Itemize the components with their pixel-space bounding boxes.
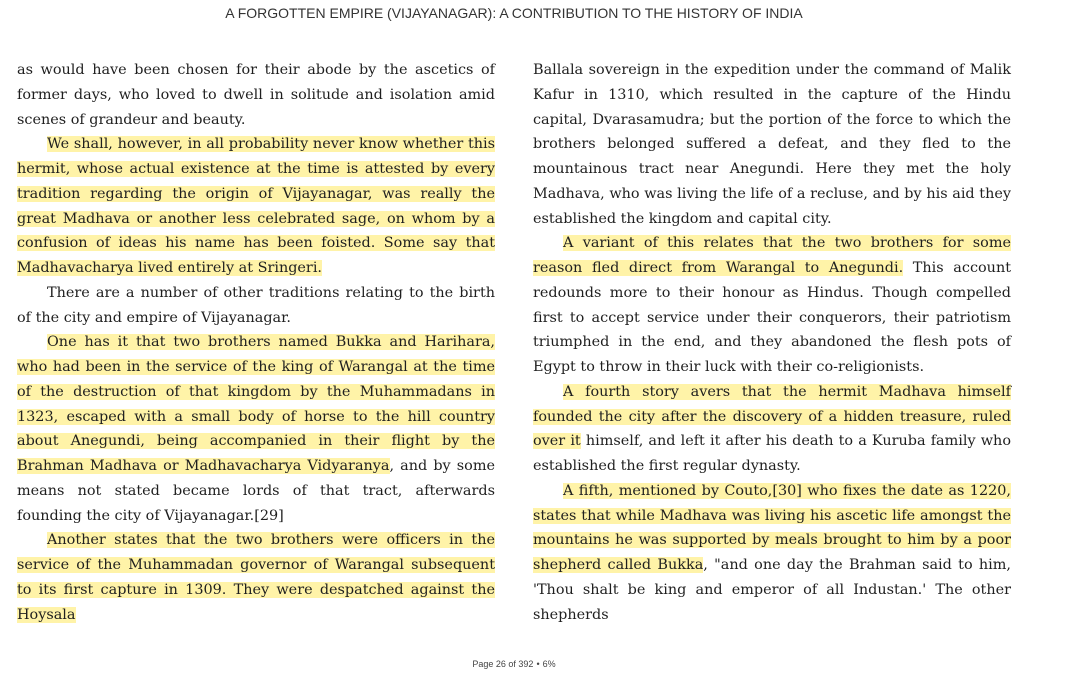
paragraph: [533, 479, 1011, 628]
paragraph: [17, 528, 495, 627]
paragraph-text: , and by some means not stated became lords of that tract, afterwards founding the city of Vijayanagar.[29]: [17, 458, 495, 524]
paragraph: [17, 132, 495, 281]
highlight[interactable]: A variant of this relates that the two brothers for some reason fled direct from Warangal to Anegundi.: [533, 235, 1011, 276]
paragraph: as would have been chosen for their abode by the ascetics of former days, who loved to dwell in solitude and isolation amid scenes of grandeur and beauty.: [17, 62, 495, 128]
highlight[interactable]: A fifth, mentioned by Couto,[30] who fixes the date as 1220, states that while Madhava was living his ascetic life amongst the mountains he was supported by meals brought to him by a poor shepherd called Bukka: [533, 482, 1011, 573]
paragraph: Ballala sovereign in the expedition under the command of Malik Kafur in 1310, which resulted in the capture of the Hindu capital, Dvarasamudra; but the portion of the force to which the brothers belonged suffered a defeat, and they fled to the mountainous tract near Anegundi. Here they met the holy Madhava, who was living the life of a recluse, and by his aid they established the kingdom and capital city.: [533, 62, 1011, 227]
highlight[interactable]: One has it that two brothers named Bukka and Harihara, who had been in the service of the king of Warangal at the time of the destruction of that kingdom by the Muhammadans in 1323, escaped with a small body of horse to the hill country about Anegundi, being accompanied in their flight by the Brahman Madhava or Madhavacharya Vidyaranya: [17, 334, 495, 474]
highlight[interactable]: A fourth story avers that the hermit Madhava himself founded the city after the discovery of a hidden treasure, ruled over it: [533, 383, 1011, 450]
paragraph-text: This account redounds more to their honour as Hindus. Though compelled first to accept service under their conquerors, their patriotism triumphed in the end, and they abandoned the flesh pots of Egypt to throw in their luck with their co-religionists.: [533, 260, 1011, 375]
book-title-header: A FORGOTTEN EMPIRE (VIJAYANAGAR): A CONTRIBUTION TO THE HISTORY OF INDIA: [225, 5, 803, 21]
paragraph: [533, 380, 1011, 479]
reading-progress: 6%: [542, 659, 556, 669]
paragraph-text: himself, and left it after his death to a Kuruba family who established the first regular dynasty.: [533, 433, 1011, 474]
right-text-column: [533, 58, 1011, 627]
highlight[interactable]: We shall, however, in all probability never know whether this hermit, whose actual existence at the time is attested by every tradition regarding the origin of Vijayanagar, was really the great Madhava or another less celebrated sage, on whom by a confusion of ideas his name has been foisted. Some say that Madhavacharya lived entirely at Sringeri.: [17, 136, 495, 276]
paragraph-text: , "and one day the Brahman said to him, 'Thou shalt be king and emperor of all Industan.' The other shepherds: [533, 557, 1011, 623]
paragraph: [17, 330, 495, 528]
separator: •: [536, 659, 540, 669]
left-text-column: [17, 58, 495, 627]
page-indicator: [0, 659, 1028, 669]
page-number: Page 26 of 392: [472, 659, 534, 669]
paragraph: [533, 231, 1011, 380]
highlight[interactable]: Another states that the two brothers were officers in the service of the Muhammadan governor of Warangal subsequent to its first capture in 1309. They were despatched against the Hoysala: [17, 532, 495, 623]
paragraph: There are a number of other traditions relating to the birth of the city and empire of Vijayanagar.: [17, 284, 495, 326]
